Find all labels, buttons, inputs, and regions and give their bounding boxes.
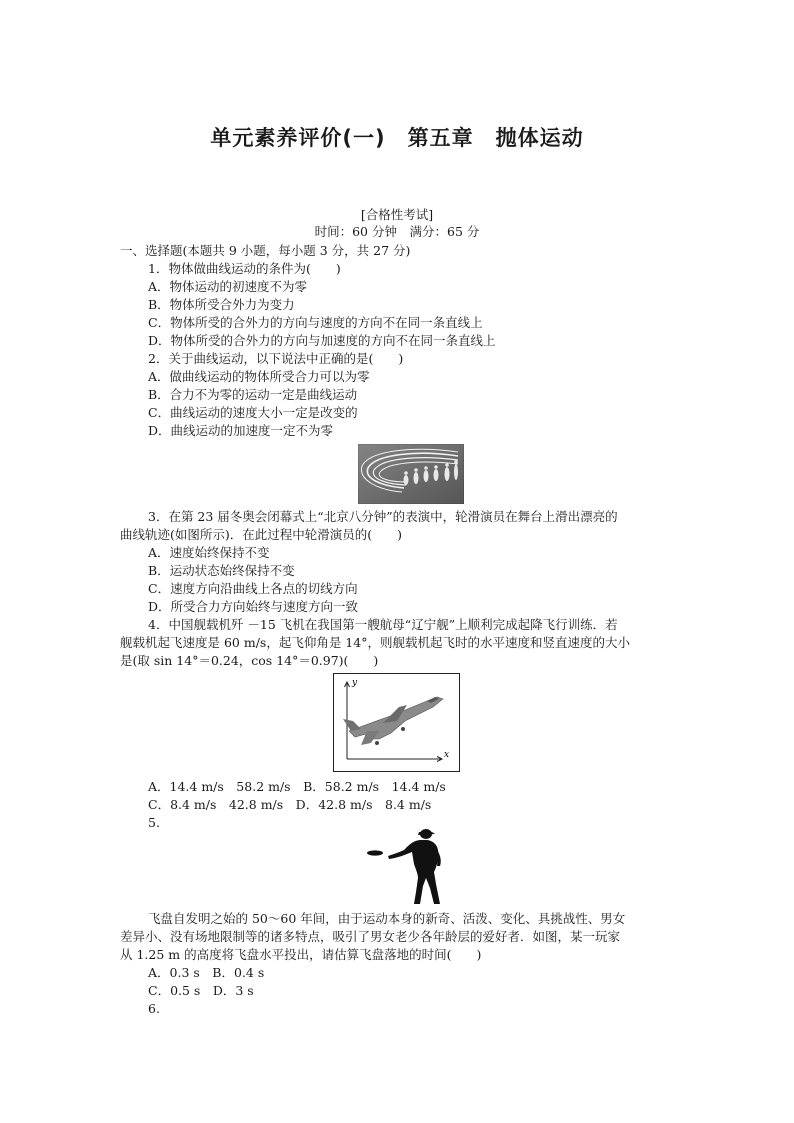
title-part-3: 抛体运动: [495, 126, 584, 150]
q2-option-b: B．合力不为零的运动一定是曲线运动: [148, 387, 358, 402]
q3-stem-line2: 曲线轨迹(如图所示)．在此过程中轮滑演员的( ): [120, 527, 403, 542]
q5-options-row1: A．0.3 s B．0.4 s: [148, 965, 265, 980]
q6-number: 6.: [148, 1001, 160, 1016]
q1-option-d: D．物体所受的合外力的方向与加速度的方向不在同一条直线上: [148, 333, 496, 348]
q5-number: 5.: [148, 815, 160, 830]
q4-stem-line3: 是(取 sin 14°＝0.24，cos 14°＝0.97)( ): [120, 653, 379, 668]
q2-option-c: C．曲线运动的速度大小一定是改变的: [148, 405, 358, 420]
q4-options-row1: A．14.4 m/s 58.2 m/s B．58.2 m/s 14.4 m/s: [148, 779, 446, 794]
q1-stem: 1．物体做曲线运动的条件为( ): [148, 261, 341, 276]
section-heading: 一、选择题(本题共 9 小题，每小题 3 分，共 27 分): [120, 243, 411, 258]
q2-option-d: D．曲线运动的加速度一定不为零: [148, 423, 334, 438]
q2-option-a: A．做曲线运动的物体所受合力可以为零: [148, 369, 370, 384]
q1-option-a: A．物体运动的初速度不为零: [148, 279, 308, 294]
axis-x-label: x: [444, 750, 450, 760]
q2-stem: 2．关于曲线运动，以下说法中正确的是( ): [148, 351, 404, 366]
frisbee-player-image: [360, 826, 460, 906]
q1-option-c: C．物体所受的合外力的方向与速度的方向不在同一条直线上: [148, 315, 483, 330]
frisbee-icon: [367, 850, 383, 855]
q3-option-c: C．速度方向沿曲线上各点的切线方向: [148, 581, 358, 596]
q5-stem-line1: 飞盘自发明之始的 50～60 年间，由于运动本身的新奇、活泼、变化、具挑战性、男女: [148, 911, 626, 926]
q1-option-b: B．物体所受合外力为变力: [148, 297, 295, 312]
axis-y-label: y: [352, 678, 358, 688]
q3-option-b: B．运动状态始终保持不变: [148, 563, 295, 578]
q5-stem-line3: 从 1.25 m 的高度将飞盘水平投出，请估算飞盘落地的时间( ): [120, 947, 482, 962]
q4-stem-line2: 舰载机起飞速度是 60 m/s，起飞仰角是 14°，则舰载机起飞时的水平速度和竖直速度的大小: [120, 635, 630, 650]
roller-skating-image: [358, 444, 464, 504]
page-title: [0, 122, 794, 152]
q5-options-row2: C．0.5 s D．3 s: [148, 983, 254, 998]
exam-type: [合格性考试]: [360, 207, 434, 222]
q3-option-d: D．所受合力方向始终与速度方向一致: [148, 599, 359, 614]
title-part-1: 单元素养评价(一): [210, 126, 386, 150]
player-silhouette: [388, 829, 441, 904]
jet-takeoff-diagram: [333, 673, 460, 772]
q4-options-row2: C．8.4 m/s 42.8 m/s D．42.8 m/s 8.4 m/s: [148, 797, 432, 812]
exam-info: 时间：60 分钟 满分：65 分: [314, 224, 480, 239]
title-part-2: 第五章: [407, 126, 474, 150]
q3-stem-line1: 3．在第 23 届冬奥会闭幕式上“北京八分钟”的表演中，轮滑演员在舞台上滑出漂亮的: [148, 509, 618, 524]
q5-stem-line2: 差异小、没有场地限制等的诸多特点，吸引了男女老少各年龄层的爱好者．如图，某一玩家: [120, 929, 621, 944]
q3-option-a: A．速度始终保持不变: [148, 545, 270, 560]
q4-stem-line1: 4．中国舰载机歼 －15 飞机在我国第一艘航母“辽宁舰”上顺利完成起降飞行训练．若: [148, 617, 618, 632]
